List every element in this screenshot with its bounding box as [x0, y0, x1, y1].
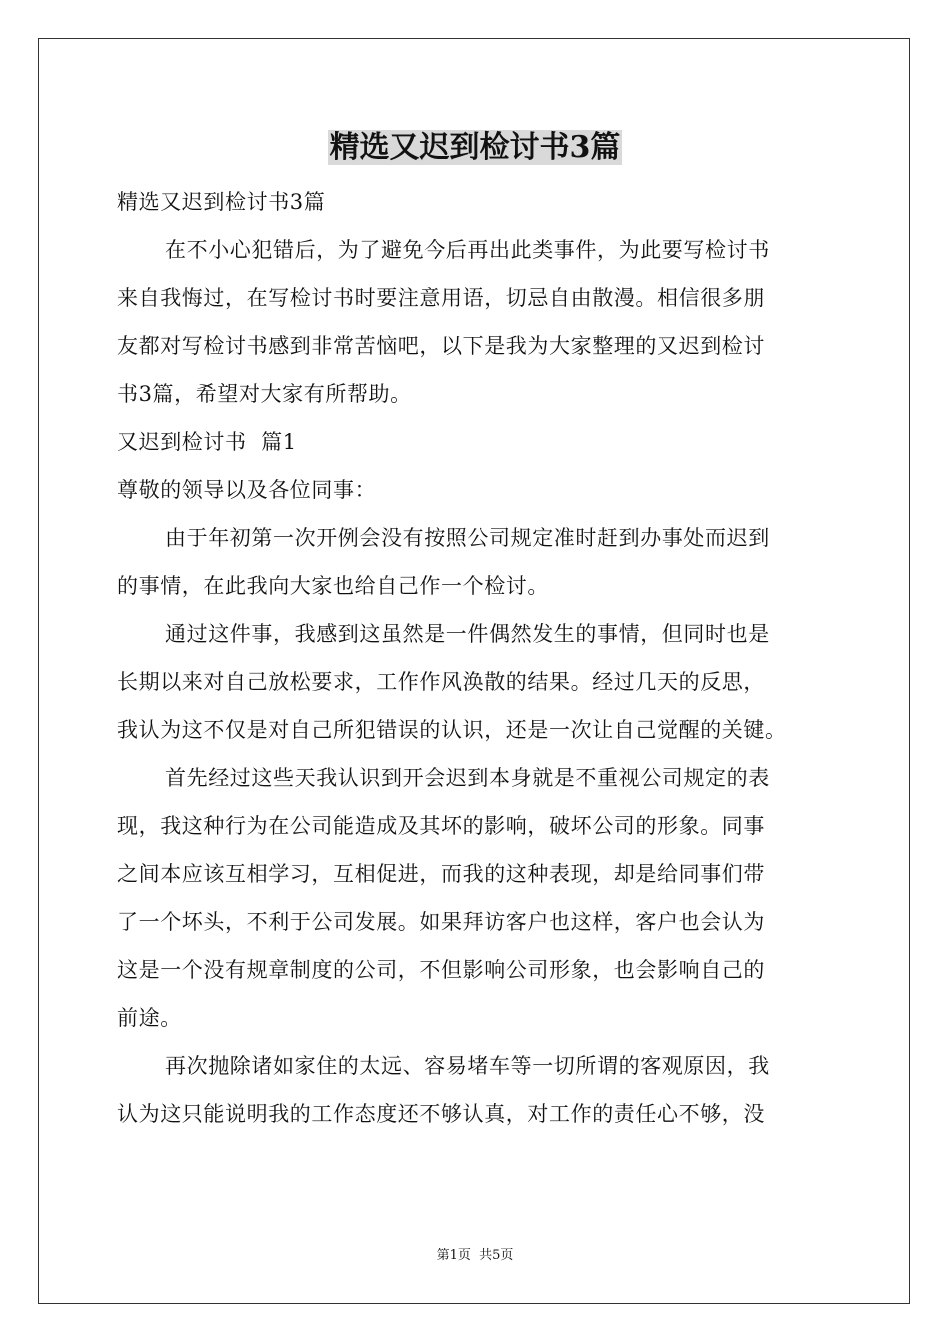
paragraph-line: 在不小心犯错后，为了避免今后再出此类事件，为此要写检讨书: [165, 238, 770, 262]
paragraph-line: 书3篇，希望对大家有所帮助。: [117, 382, 412, 406]
page-number: 第1页 共5页: [436, 1248, 514, 1263]
paragraph-line: 我认为这不仅是对自己所犯错误的认识，还是一次让自己觉醒的关键。: [117, 718, 787, 742]
document-title-text: 精选又迟到检讨书3篇: [329, 130, 621, 165]
paragraph-line: 由于年初第一次开例会没有按照公司规定准时赶到办事处而迟到: [165, 526, 770, 550]
paragraph-line: 再次抛除诸如家住的太远、容易堵车等一切所谓的客观原因，我: [165, 1054, 770, 1078]
paragraph-line: 来自我悔过，在写检讨书时要注意用语，切忌自由散漫。相信很多朋: [117, 286, 765, 310]
paragraph-line: 友都对写检讨书感到非常苦恼吧，以下是我为大家整理的又迟到检讨: [117, 334, 765, 358]
document-title: [0, 126, 950, 170]
paragraph-line: 首先经过这些天我认识到开会迟到本身就是不重视公司规定的表: [165, 766, 770, 790]
subtitle-line: 精选又迟到检讨书3篇: [117, 190, 326, 214]
salutation-line: 尊敬的领导以及各位同事：: [117, 478, 377, 502]
paragraph-line: 长期以来对自己放松要求，工作作风涣散的结果。经过几天的反思，: [117, 670, 765, 694]
paragraph-line: 了一个坏头，不利于公司发展。如果拜访客户也这样，客户也会认为: [117, 910, 765, 934]
document-body: [117, 178, 835, 1138]
page-footer: [0, 1246, 950, 1266]
paragraph-line: 的事情，在此我向大家也给自己作一个检讨。: [117, 574, 549, 598]
paragraph-line: 前途。: [117, 1006, 182, 1030]
paragraph-line: 之间本应该互相学习，互相促进，而我的这种表现，却是给同事们带: [117, 862, 765, 886]
paragraph-line: 通过这件事，我感到这虽然是一件偶然发生的事情，但同时也是: [165, 622, 770, 646]
paragraph-line: 现，我这种行为在公司能造成及其坏的影响，破坏公司的形象。同事: [117, 814, 765, 838]
section-heading: 又迟到检讨书 篇1: [117, 430, 297, 454]
paragraph-line: 这是一个没有规章制度的公司，不但影响公司形象，也会影响自己的: [117, 958, 765, 982]
paragraph-line: 认为这只能说明我的工作态度还不够认真，对工作的责任心不够，没: [117, 1102, 765, 1126]
